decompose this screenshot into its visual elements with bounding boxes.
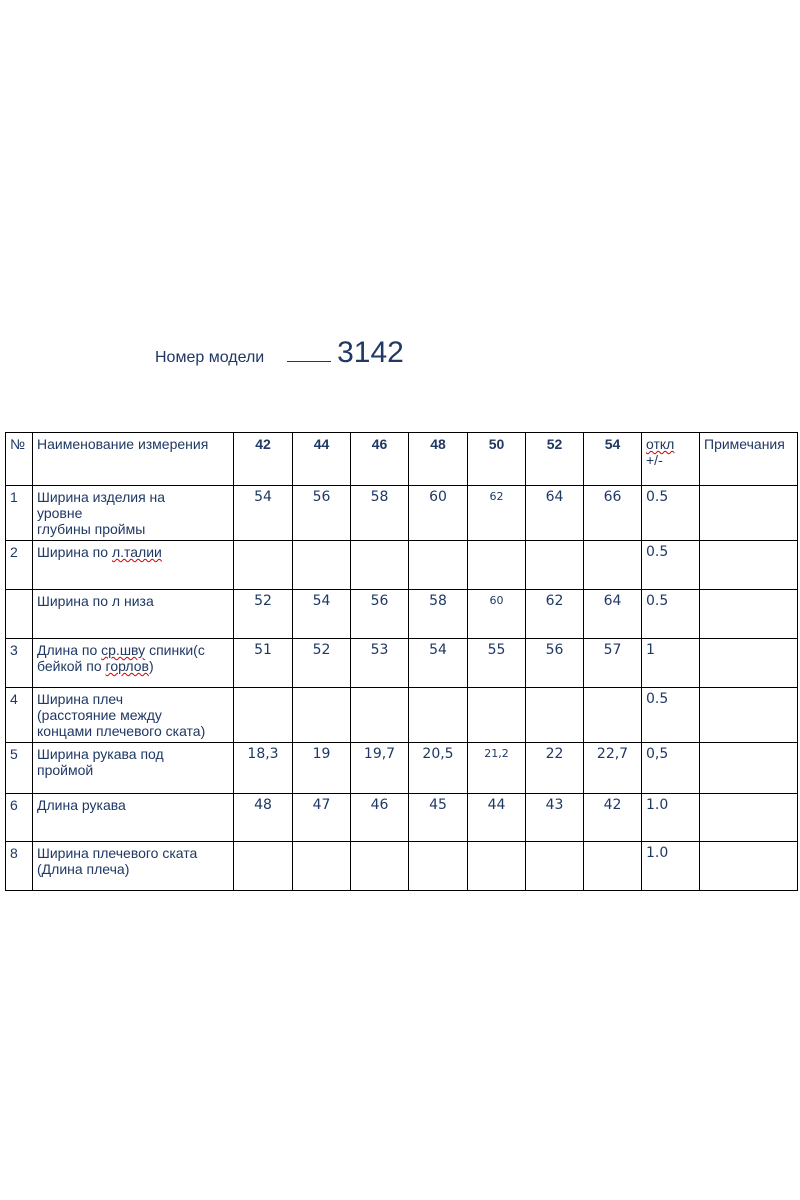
value-cell — [351, 688, 409, 743]
note-cell — [700, 541, 798, 590]
value-cell: 52 — [293, 639, 351, 688]
value-cell — [409, 541, 468, 590]
model-number: 3142 — [337, 336, 404, 369]
row-number: 6 — [6, 794, 33, 842]
value-cell: 42 — [584, 794, 642, 842]
value-cell — [293, 541, 351, 590]
value-cell — [584, 688, 642, 743]
row-name: Ширина по л низа — [33, 590, 234, 639]
tolerance-cell: 0,5 — [642, 743, 700, 794]
value-cell: 52 — [234, 590, 293, 639]
value-cell — [409, 688, 468, 743]
model-underline — [287, 361, 331, 362]
tolerance-cell: 0.5 — [642, 590, 700, 639]
measurement-table — [5, 432, 798, 891]
value-cell: 60 — [468, 590, 526, 639]
header-tolerance — [642, 433, 700, 486]
value-cell: 45 — [409, 794, 468, 842]
note-cell — [700, 794, 798, 842]
value-cell: 18,3 — [234, 743, 293, 794]
table-row — [6, 743, 798, 794]
header-size-46: 46 — [351, 433, 409, 486]
value-cell — [584, 842, 642, 891]
row-number: 4 — [6, 688, 33, 743]
table-row — [6, 688, 798, 743]
value-cell: 51 — [234, 639, 293, 688]
value-cell: 44 — [468, 794, 526, 842]
value-cell — [351, 842, 409, 891]
table-row — [6, 794, 798, 842]
header-size-50: 50 — [468, 433, 526, 486]
tolerance-cell: 0.5 — [642, 688, 700, 743]
value-cell: 19 — [293, 743, 351, 794]
row-number: 2 — [6, 541, 33, 590]
header-size-48: 48 — [409, 433, 468, 486]
row-name: Ширина плеч (расстояние между концами плечевого ската) — [33, 688, 234, 743]
table-row — [6, 639, 798, 688]
tolerance-cell: 0.5 — [642, 486, 700, 541]
value-cell: 43 — [526, 794, 584, 842]
table-row — [6, 590, 798, 639]
tolerance-cell: 1.0 — [642, 842, 700, 891]
value-cell — [526, 688, 584, 743]
value-cell: 19,7 — [351, 743, 409, 794]
row-name: Ширина плечевого ската (Длина плеча) — [33, 842, 234, 891]
header-size-44: 44 — [293, 433, 351, 486]
value-cell: 54 — [293, 590, 351, 639]
note-cell — [700, 486, 798, 541]
value-cell: 62 — [468, 486, 526, 541]
value-cell — [351, 541, 409, 590]
value-cell: 54 — [234, 486, 293, 541]
table-row — [6, 842, 798, 891]
row-name: Ширина изделия на уровне глубины проймы — [33, 486, 234, 541]
value-cell — [234, 541, 293, 590]
row-name: Ширина рукава под проймой — [33, 743, 234, 794]
table-header-row — [6, 433, 798, 486]
value-cell: 22,7 — [584, 743, 642, 794]
row-number: 1 — [6, 486, 33, 541]
model-label: Номер модели — [155, 349, 265, 366]
value-cell — [409, 842, 468, 891]
value-cell: 57 — [584, 639, 642, 688]
header-tolerance-word: откл — [646, 436, 675, 452]
value-cell — [293, 842, 351, 891]
value-cell: 66 — [584, 486, 642, 541]
value-cell: 54 — [409, 639, 468, 688]
model-number-line — [155, 336, 404, 370]
value-cell — [234, 688, 293, 743]
header-tolerance-sign: +/- — [646, 452, 663, 468]
header-size-52: 52 — [526, 433, 584, 486]
value-cell: 48 — [234, 794, 293, 842]
value-cell: 56 — [293, 486, 351, 541]
value-cell: 60 — [409, 486, 468, 541]
value-cell: 47 — [293, 794, 351, 842]
value-cell — [526, 541, 584, 590]
note-cell — [700, 639, 798, 688]
row-name: Длина по ср.шву спинки(с бейкой по горлов) — [33, 639, 234, 688]
value-cell: 53 — [351, 639, 409, 688]
value-cell: 22 — [526, 743, 584, 794]
value-cell: 56 — [351, 590, 409, 639]
value-cell — [468, 541, 526, 590]
value-cell: 64 — [584, 590, 642, 639]
tolerance-cell: 0.5 — [642, 541, 700, 590]
header-size-42: 42 — [234, 433, 293, 486]
note-cell — [700, 688, 798, 743]
note-cell — [700, 590, 798, 639]
row-name: Длина рукава — [33, 794, 234, 842]
row-number: 5 — [6, 743, 33, 794]
value-cell: 20,5 — [409, 743, 468, 794]
note-cell — [700, 743, 798, 794]
value-cell — [526, 842, 584, 891]
note-cell — [700, 842, 798, 891]
value-cell — [468, 688, 526, 743]
header-number: № — [6, 433, 33, 486]
value-cell: 46 — [351, 794, 409, 842]
value-cell: 21,2 — [468, 743, 526, 794]
row-name: Ширина по л.талии — [33, 541, 234, 590]
row-number: 3 — [6, 639, 33, 688]
tolerance-cell: 1 — [642, 639, 700, 688]
value-cell: 58 — [409, 590, 468, 639]
value-cell: 56 — [526, 639, 584, 688]
value-cell: 58 — [351, 486, 409, 541]
header-note: Примечания — [700, 433, 798, 486]
row-number — [6, 590, 33, 639]
row-number: 8 — [6, 842, 33, 891]
value-cell: 64 — [526, 486, 584, 541]
value-cell — [293, 688, 351, 743]
header-measurement-name: Наименование измерения — [33, 433, 234, 486]
value-cell — [468, 842, 526, 891]
table-row — [6, 541, 798, 590]
table-row — [6, 486, 798, 541]
value-cell: 62 — [526, 590, 584, 639]
value-cell — [234, 842, 293, 891]
tolerance-cell: 1.0 — [642, 794, 700, 842]
value-cell: 55 — [468, 639, 526, 688]
header-size-54: 54 — [584, 433, 642, 486]
value-cell — [584, 541, 642, 590]
